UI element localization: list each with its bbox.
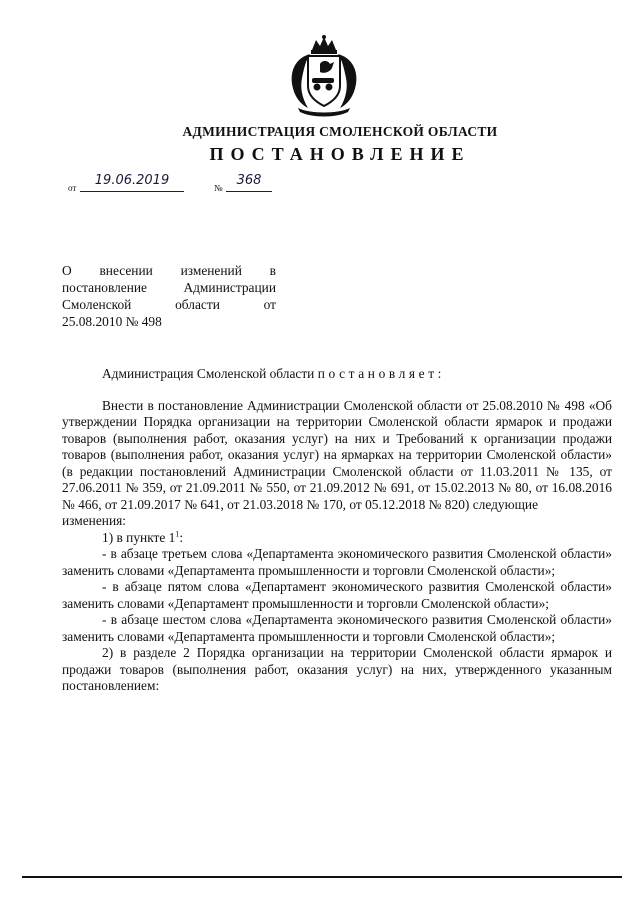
- document-type: ПОСТАНОВЛЕНИЕ: [209, 144, 471, 164]
- date-value: 19.06.2019: [80, 173, 184, 192]
- item-1-suffix: :: [179, 529, 184, 545]
- organization-name: АДМИНИСТРАЦИЯ СМОЛЕНСКОЙ ОБЛАСТИ: [182, 124, 498, 139]
- number-prefix: №: [214, 183, 223, 193]
- preamble: [62, 366, 612, 383]
- subject-line: постановление Администрации: [62, 280, 276, 295]
- item-1-prefix: 1) в пункте 1: [102, 529, 176, 545]
- item-1: [62, 530, 612, 547]
- subject-line: Смоленской области от: [62, 297, 276, 312]
- number-value: 368: [226, 173, 272, 192]
- document-subject: [62, 262, 276, 330]
- paragraph-1: Внести в постановление Администрации Смоленской области от 25.08.2010 № 498 «Об утверждении Порядка организации на территории Смоленской области ярмарок и продажи товаров (выполнения работ, оказания услуг) на них и Требований к организации продажи товаров (выполнения работ, оказания услуг) на ярмарках на территории Смоленской области» (в редакции постановлений Администрации Смоленской области от 11.03.2011 № 135, от 27.06.2011 № 359, от 21.09.2011 № 550, от 21.09.2012 № 691, от 15.02.2013 № 80, от 16.08.2016 № 466, от 21.09.2017 № 641, от 21.03.2018 № 170, от 05.12.2018 № 820) следующие: [62, 397, 612, 512]
- preamble-spaced: постановляет:: [317, 366, 445, 381]
- item-1-sup: 1: [175, 529, 180, 539]
- preamble-start: Администрация Смоленской области: [102, 366, 318, 381]
- bullet-2: - в абзаце пятом слова «Департамент экономического развития Смоленской области» заменить словами «Департамент промышленности и торговли Смоленской области»;: [62, 579, 612, 611]
- coat-of-arms-icon: [286, 34, 362, 118]
- subject-line: 25.08.2010 № 498: [62, 314, 162, 329]
- item-2: 2) в разделе 2 Порядка организации на территории Смоленской области ярмарок и продажи товаров (выполнения работ, оказания услуг) на них, утвержденного указанным постановлением:: [62, 645, 612, 693]
- footer-divider: [22, 876, 622, 878]
- document-body: [62, 366, 612, 695]
- paragraph-1-end: изменения:: [62, 513, 127, 528]
- subject-line: О внесении изменений в: [62, 263, 276, 278]
- bullet-1: - в абзаце третьем слова «Департамента экономического развития Смоленской области» заменить словами «Департамента промышленности и торговли Смоленской области»;: [62, 546, 612, 578]
- date-prefix: от: [68, 183, 77, 193]
- date-number-line: [68, 174, 328, 196]
- bullet-3: - в абзаце шестом слова «Департамента экономического развития Смоленской области» заменить словами «Департамента промышленности и торговли Смоленской области»;: [62, 612, 612, 644]
